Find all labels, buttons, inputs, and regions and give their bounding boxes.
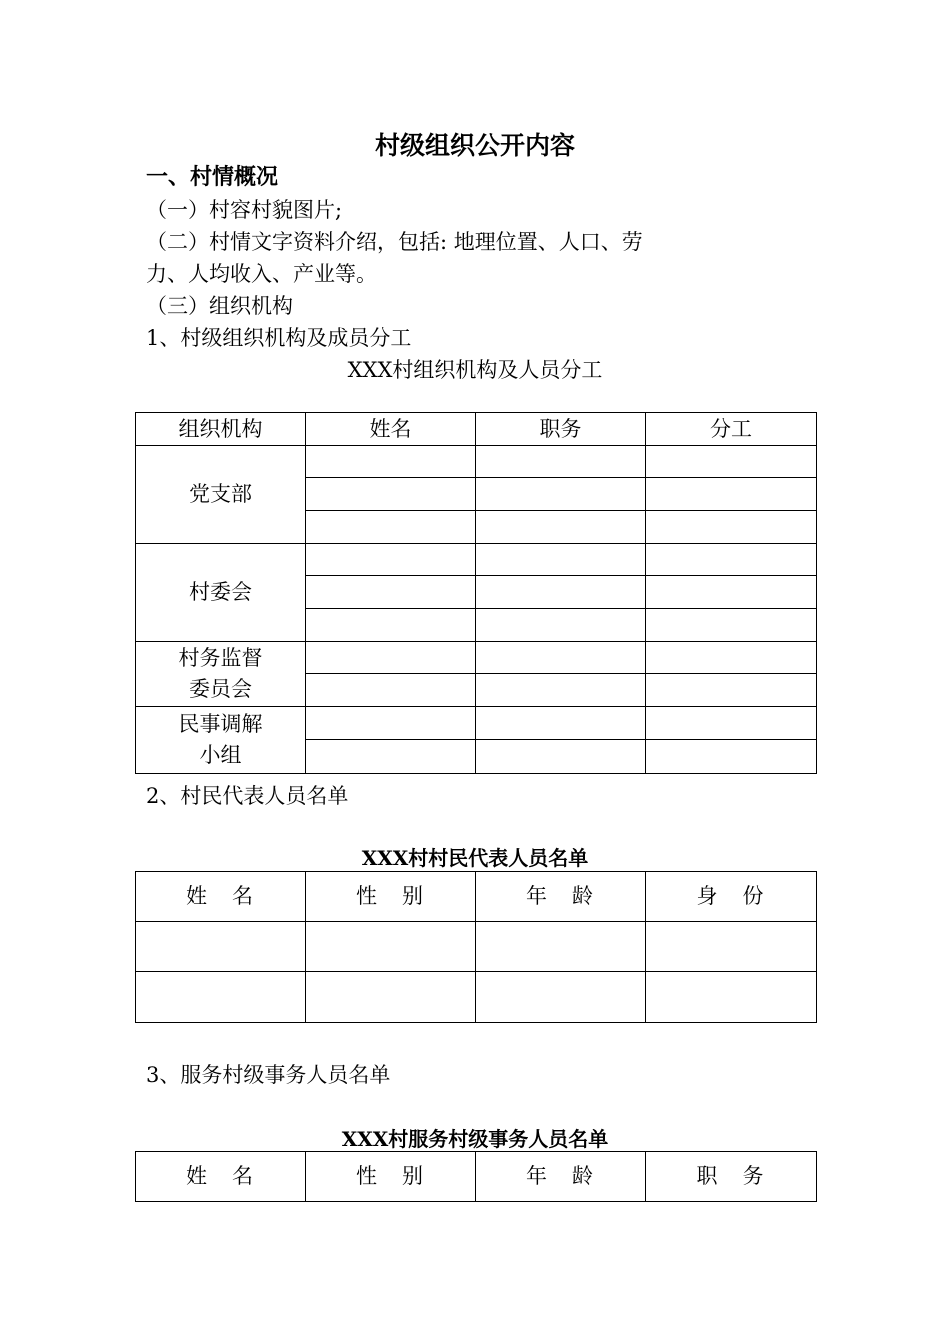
org-group-label-line: 民事调解 — [178, 712, 263, 736]
table-cell — [646, 478, 817, 511]
table-cell — [646, 511, 817, 544]
org-group-mediation-team — [136, 707, 306, 774]
table-cell — [306, 642, 476, 674]
table-cell — [306, 707, 476, 740]
table-cell — [136, 972, 306, 1023]
org-group-village-committee: 村委会 — [136, 544, 306, 642]
paragraph-village-intro-line2: 力、人均收入、产业等。 — [146, 262, 377, 286]
table-cell — [306, 609, 476, 642]
org-group-label-line: 委员会 — [189, 677, 252, 701]
paragraph-org-structure: 1、村级组织机构及成员分工 — [146, 326, 412, 350]
table-cell — [136, 922, 306, 972]
document-title: 村级组织公开内容 — [374, 131, 575, 160]
table-header: 身 份 — [646, 872, 817, 922]
org-structure-table — [135, 412, 817, 774]
service-staff-table — [135, 1151, 817, 1202]
table-cell — [646, 707, 817, 740]
table-header: 职务 — [476, 413, 646, 446]
representatives-table — [135, 871, 817, 1023]
table-cell — [306, 972, 476, 1023]
table3-caption: XXX村服务村级事务人员名单 — [341, 1127, 609, 1151]
table-cell — [646, 922, 817, 972]
table-header: 分工 — [646, 413, 817, 446]
table-cell — [646, 972, 817, 1023]
table-cell — [476, 544, 646, 576]
table-cell — [476, 576, 646, 609]
table-cell — [476, 972, 646, 1023]
section-heading: 一、村情概况 — [146, 165, 279, 190]
table-header: 性 别 — [306, 872, 476, 922]
table-header: 姓 名 — [136, 872, 306, 922]
table-header: 姓名 — [306, 413, 476, 446]
paragraph-village-photos: （一）村容村貌图片; — [146, 198, 343, 222]
table-cell — [476, 674, 646, 707]
table-cell — [646, 544, 817, 576]
table-cell — [306, 740, 476, 774]
paragraph-village-intro-line1: （二）村情文字资料介绍，包括: 地理位置、人口、劳 — [146, 230, 643, 254]
table-cell — [476, 642, 646, 674]
table-cell — [476, 922, 646, 972]
table-cell — [646, 446, 817, 478]
org-group-label-line: 村务监督 — [178, 646, 263, 670]
table-cell — [306, 674, 476, 707]
table2-caption: XXX村村民代表人员名单 — [361, 846, 589, 870]
table-header: 组织机构 — [136, 413, 306, 446]
paragraph-service-staff: 3、服务村级事务人员名单 — [146, 1063, 391, 1087]
table-cell — [646, 642, 817, 674]
table1-caption: XXX村组织机构及人员分工 — [347, 358, 603, 382]
org-group-party-branch: 党支部 — [136, 446, 306, 544]
paragraph-representatives: 2、村民代表人员名单 — [146, 784, 349, 808]
org-group-supervision-committee — [136, 642, 306, 707]
table-cell — [306, 511, 476, 544]
table-cell — [306, 544, 476, 576]
table-cell — [646, 576, 817, 609]
table-header: 性 别 — [306, 1152, 476, 1202]
table-cell — [476, 609, 646, 642]
table-cell — [306, 576, 476, 609]
paragraph-organization: （三）组织机构 — [146, 294, 293, 318]
table-header: 年 龄 — [476, 1152, 646, 1202]
table-cell — [476, 707, 646, 740]
table-cell — [476, 740, 646, 774]
org-group-label-line: 小组 — [199, 743, 242, 767]
table-cell — [476, 478, 646, 511]
table-cell — [306, 446, 476, 478]
table-cell — [306, 922, 476, 972]
table-cell — [306, 478, 476, 511]
table-header: 职 务 — [646, 1152, 817, 1202]
table-header: 年 龄 — [476, 872, 646, 922]
table-cell — [646, 740, 817, 774]
table-header: 姓 名 — [136, 1152, 306, 1202]
table-cell — [476, 511, 646, 544]
table-cell — [476, 446, 646, 478]
table-cell — [646, 674, 817, 707]
table-cell — [646, 609, 817, 642]
